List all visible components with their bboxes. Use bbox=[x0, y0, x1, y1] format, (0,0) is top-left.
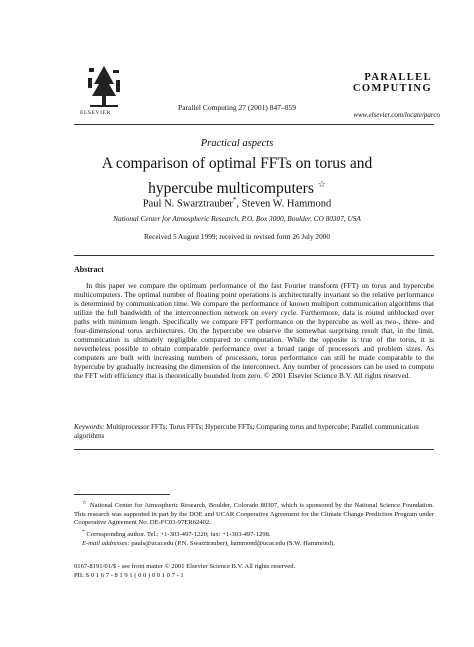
copyright-line: 0167-8191/01/$ - see front matter © 2001 Elsevier Science B.V. All rights reserved. bbox=[74, 563, 296, 570]
keywords-label: Keywords: bbox=[74, 423, 105, 431]
email-addresses[interactable]: pauls@ucar.edu (P.N. Swarztrauber), hammond@ucar.edu (S.W. Hammond). bbox=[129, 539, 335, 547]
funding-footnote-text: National Center for Atmospheric Research, Boulder, Colorado 80307, which is sponsored by the National Science Foundation. This research was supported in part by the DOE and UCAR Cooperative Agreement for the Climate Change Prediction Program under Cooperative Agreement No. DE-FC03-97ER62402. bbox=[74, 502, 434, 527]
corresponding-footnote-mark: * bbox=[82, 528, 85, 535]
title-line-2-text: hypercube multicomputers bbox=[148, 180, 314, 198]
authors bbox=[0, 196, 474, 210]
title-footnote-mark: ☆ bbox=[317, 179, 326, 189]
keywords-list: Multiprocessor FFTs; Torus FFTs; Hypercube FFTs; Comparing torus and hypercube; Parallel communication algorithms bbox=[74, 423, 419, 440]
article-title bbox=[0, 154, 474, 199]
author-separator: , bbox=[236, 198, 242, 210]
author-2: Steven W. Hammond bbox=[241, 198, 332, 210]
abstract-bottom-rule bbox=[74, 449, 434, 450]
corresponding-author-mark: * bbox=[232, 196, 237, 204]
section-label: Practical aspects bbox=[200, 138, 274, 149]
affiliation: National Center for Atmospheric Research, P.O. Box 3000, Boulder, CO 80307, USA bbox=[113, 214, 361, 223]
funding-footnote bbox=[74, 499, 434, 528]
abstract-top-rule bbox=[74, 255, 434, 256]
abstract-heading: Abstract bbox=[74, 265, 104, 274]
author-1: Paul N. Swarztrauber bbox=[142, 198, 233, 210]
journal-name-line1: PARALLEL bbox=[364, 72, 432, 83]
header-rule bbox=[74, 124, 434, 125]
email-footnote bbox=[74, 540, 434, 549]
journal-url[interactable]: www.elsevier.com/locate/parco bbox=[353, 111, 440, 119]
received-dates: Received 5 August 1999; received in revised form 26 July 2000 bbox=[143, 232, 331, 241]
footnote-rule bbox=[74, 494, 170, 495]
journal-name-line2: COMPUTING bbox=[352, 83, 432, 94]
corresponding-footnote bbox=[74, 528, 434, 540]
email-label: E-mail addresses: bbox=[82, 539, 130, 547]
pii-line: PII: S 0 1 6 7 - 8 1 9 1 ( 0 0 ) 0 0 1 0 7 - 1 bbox=[74, 571, 184, 579]
journal-name bbox=[352, 72, 432, 94]
corresponding-footnote-text: Corresponding author. Tel.: +1-303-497-1220; fax: +1-303-497-1298. bbox=[84, 531, 271, 539]
keywords bbox=[74, 423, 434, 441]
publisher-logo-caption: ELSEVIER bbox=[80, 110, 111, 116]
copyright-block bbox=[74, 563, 434, 580]
funding-footnote-mark: ☆ bbox=[82, 500, 88, 506]
title-line-1: A comparison of optimal FFTs on torus and bbox=[101, 155, 373, 172]
footnotes bbox=[74, 499, 434, 548]
abstract-body: In this paper we compare the optimum performance of the fast Fourier transform (FFT) on torus and hypercube multicomputers. The optimal number of floating point operations is architecturally invariant so the relative performance is determined by communication time. We compare the performance of known multiport communication algorithms that utilize the full bandwidth of the interconnection network on every cycle. Furthermore, data is routed unblocked over paths with minimum length. Specifically we compare FFT performance on the hypercube as well as two-, three- and four-dimensional torus architectures. On the hypercube we observe the somewhat surprising result that, in the limit, communication is ultimately negligible compared to computation. While the opposite is true of the torus, it is nevertheless possible to obtain comparable performance over a broad range of processors and problem sizes. As computers are built with increasing numbers of processors, torus performance can still be made comparable to the hypercube by gradually increasing the dimension of the interconnect. Any number of processors can be used to compute the FFT with efficiency that is theoretically bounded from zero. © 2001 Elsevier Science B.V. All rights reserved. bbox=[74, 281, 434, 381]
journal-reference: Parallel Computing 27 (2001) 847–859 bbox=[178, 103, 296, 112]
